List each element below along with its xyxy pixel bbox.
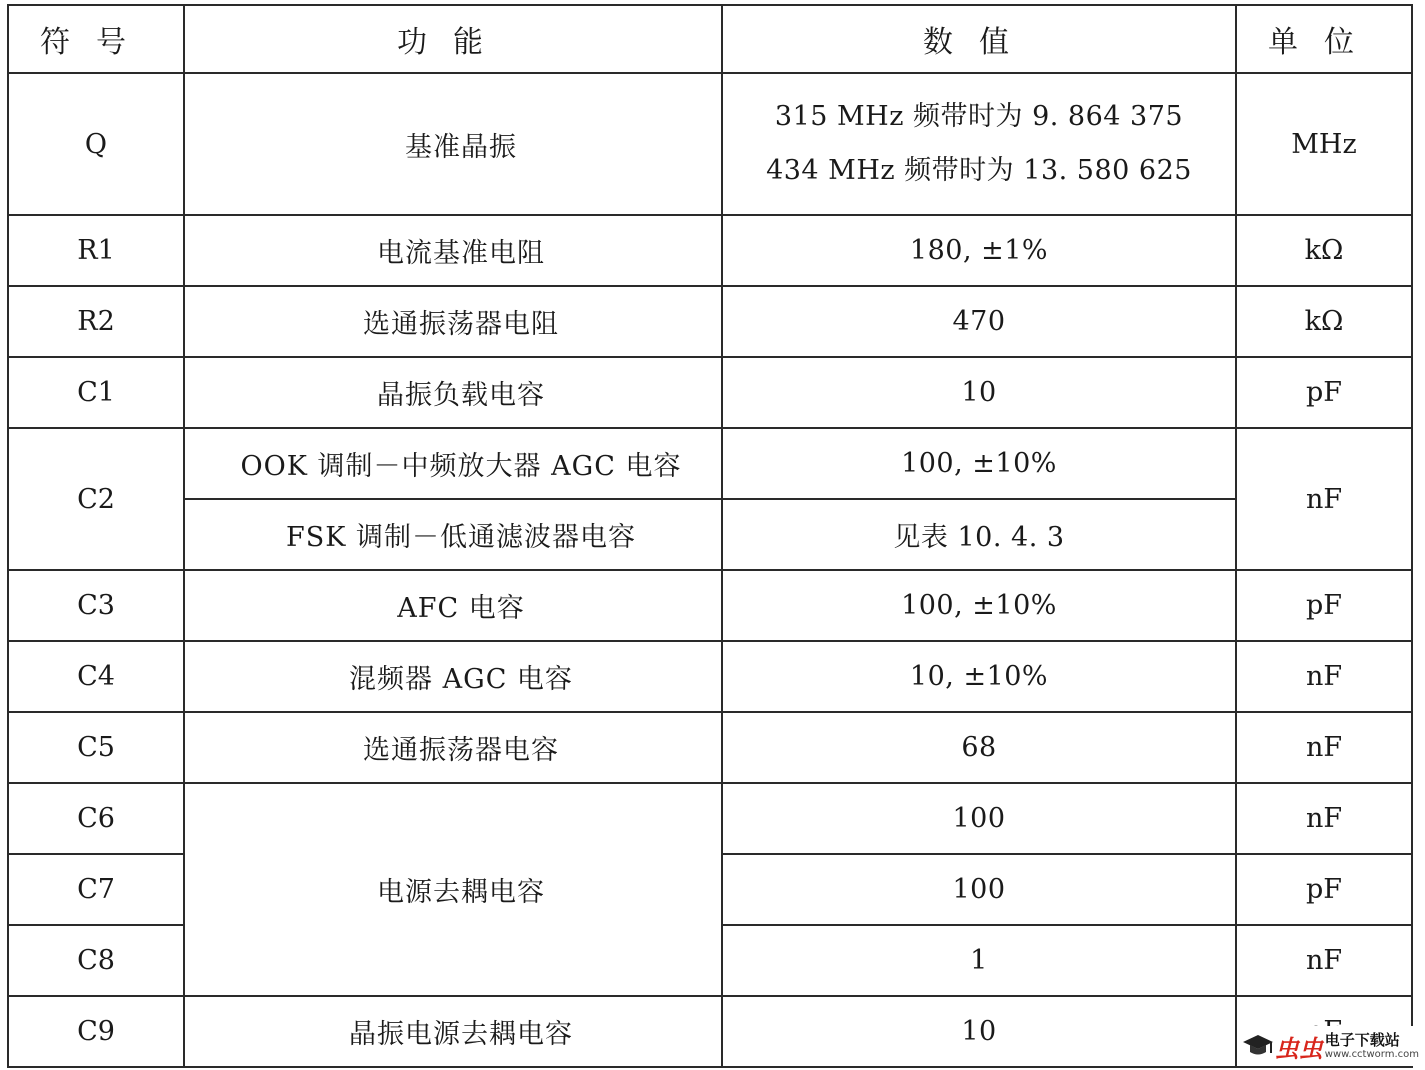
table-row-c2-ook — [8, 428, 1412, 499]
table-row-c1 — [8, 357, 1412, 428]
value-cell: 100 — [722, 854, 1236, 925]
value-cell: 100 — [722, 783, 1236, 854]
function-cell: 混频器 AGC 电容 — [184, 641, 722, 712]
header-value: 数值 — [722, 5, 1236, 73]
watermark-brand: 虫虫 — [1274, 1034, 1323, 1063]
value-cell: 见表 10. 4. 3 — [722, 499, 1236, 570]
symbol-cell: R1 — [8, 215, 184, 286]
symbol-cell: C3 — [8, 570, 184, 641]
symbol-cell: C6 — [8, 783, 184, 854]
unit-cell: nF — [1236, 641, 1412, 712]
unit-cell: kΩ — [1236, 215, 1412, 286]
function-cell: 电流基准电阻 — [184, 215, 722, 286]
value-cell: 10 — [722, 996, 1236, 1067]
unit-cell: nF — [1236, 428, 1412, 570]
graduation-cap-icon — [1241, 1031, 1275, 1061]
unit-cell: nF — [1236, 783, 1412, 854]
table-row-q — [8, 73, 1412, 215]
unit-cell: MHz — [1236, 73, 1412, 215]
value-cell: 100, ±10% — [722, 570, 1236, 641]
table-row-r2 — [8, 286, 1412, 357]
symbol-cell: C5 — [8, 712, 184, 783]
symbol-cell: C8 — [8, 925, 184, 996]
unit-cell: nF — [1236, 925, 1412, 996]
function-cell-decoupling: 电源去耦电容 — [184, 783, 722, 996]
value-cell — [722, 73, 1236, 215]
function-cell: 晶振负载电容 — [184, 357, 722, 428]
header-row — [8, 5, 1412, 73]
symbol-cell: C2 — [8, 428, 184, 570]
table-row-c6 — [8, 783, 1412, 854]
header-function: 功能 — [184, 5, 722, 73]
value-cell: 1 — [722, 925, 1236, 996]
symbol-cell: C4 — [8, 641, 184, 712]
unit-cell: nF — [1236, 712, 1412, 783]
unit-cell: kΩ — [1236, 286, 1412, 357]
table-row-c5 — [8, 712, 1412, 783]
function-cell: OOK 调制－中频放大器 AGC 电容 — [184, 428, 722, 499]
table-row-c9 — [8, 996, 1412, 1067]
value-cell: 100, ±10% — [722, 428, 1236, 499]
watermark-title: 电子下载站 — [1324, 1031, 1400, 1049]
header-symbol: 符号 — [8, 5, 184, 73]
function-cell: FSK 调制－低通滤波器电容 — [184, 499, 722, 570]
value-cell: 180, ±1% — [722, 215, 1236, 286]
value-cell: 470 — [722, 286, 1236, 357]
component-spec-table — [7, 4, 1413, 1068]
symbol-cell: C7 — [8, 854, 184, 925]
value-line-315mhz: 315 MHz 频带时为 9. 864 375 — [774, 101, 1184, 132]
function-cell: 晶振电源去耦电容 — [184, 996, 722, 1067]
function-cell: AFC 电容 — [184, 570, 722, 641]
unit-cell: pF — [1236, 570, 1412, 641]
unit-cell: pF — [1236, 357, 1412, 428]
function-cell: 选通振荡器电阻 — [184, 286, 722, 357]
value-cell: 68 — [722, 712, 1236, 783]
table-row-r1 — [8, 215, 1412, 286]
function-cell: 选通振荡器电容 — [184, 712, 722, 783]
symbol-cell: R2 — [8, 286, 184, 357]
value-cell: 10, ±10% — [722, 641, 1236, 712]
watermark-url: www.cctworm.com — [1324, 1049, 1419, 1060]
symbol-cell: C9 — [8, 996, 184, 1067]
site-watermark — [1239, 1026, 1421, 1066]
header-unit: 单位 — [1236, 5, 1412, 73]
table-row-c4 — [8, 641, 1412, 712]
unit-cell: pF — [1236, 854, 1412, 925]
symbol-cell: C1 — [8, 357, 184, 428]
table-row-c2-fsk — [8, 499, 1412, 570]
symbol-cell: Q — [8, 73, 184, 215]
table-row-c3 — [8, 570, 1412, 641]
value-line-434mhz: 434 MHz 频带时为 13. 580 625 — [766, 155, 1192, 186]
value-cell: 10 — [722, 357, 1236, 428]
function-cell: 基准晶振 — [184, 73, 722, 215]
